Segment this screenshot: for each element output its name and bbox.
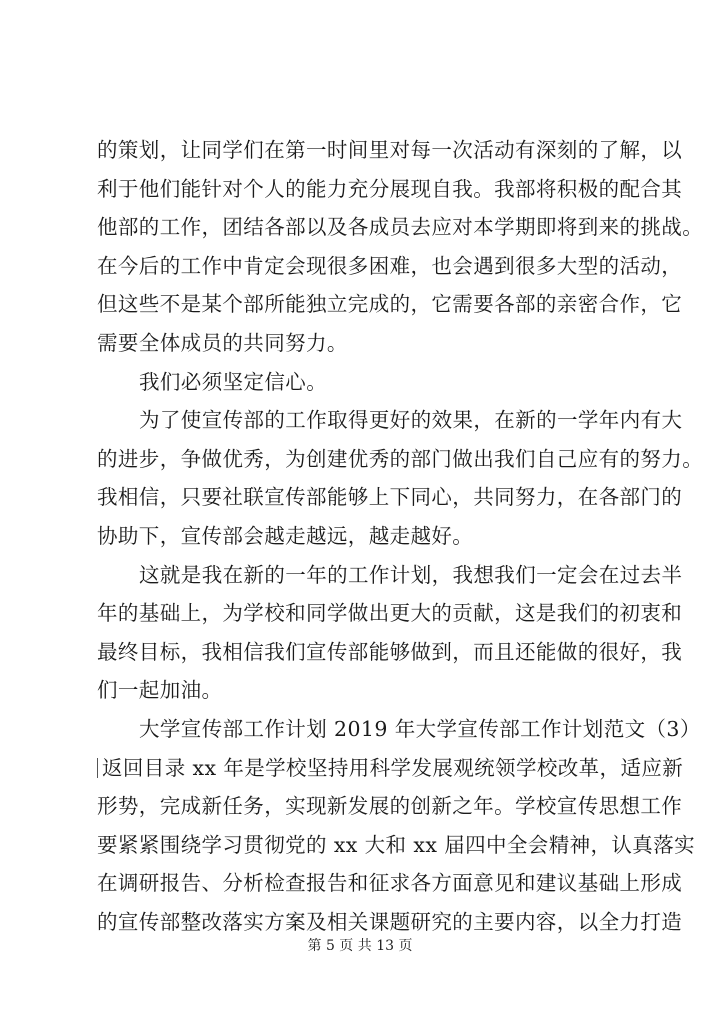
body-text xyxy=(97,131,704,941)
paragraph-first-line: 我们必须坚定信心。 xyxy=(139,369,328,394)
text-line: 但这些不是某个部所能独立完成的，它需要各部的亲密合作，它 xyxy=(97,292,683,317)
text-line: 最终目标，我相信我们宣传部能够做到，而且还能做的很好，我 xyxy=(97,639,683,664)
text-line-with-cursor xyxy=(97,749,684,788)
text-line: 形势，完成新任务，实现新发展的创新之年。学校宣传思想工作 xyxy=(97,794,683,819)
text-cursor-mark xyxy=(97,758,98,778)
text-line: 要紧紧围绕学习贯彻党的 xx 大和 xx 届四中全会精神，认真落实 xyxy=(97,832,696,857)
text-line: 返回目录 xx 年是学校坚持用科学发展观统领学校改革，适应新 xyxy=(102,755,684,780)
text-line: 们一起加油。 xyxy=(97,678,223,703)
text-line: 利于他们能针对个人的能力充分展现自我。我部将积极的配合其 xyxy=(97,176,683,201)
paragraph-first-line: 为了使宣传部的工作取得更好的效果，在新的一学年内有大 xyxy=(139,408,683,433)
text-line: 在调研报告、分析检查报告和征求各方面意见和建议基础上形成 xyxy=(97,871,683,896)
text-line: 年的基础上，为学校和同学做出更大的贡献，这是我们的初衷和 xyxy=(97,601,683,626)
section-heading-line: 大学宣传部工作计划 2019 年大学宣传部工作计划范文（3） xyxy=(139,716,701,741)
text-line: 的进步，争做优秀，为创建优秀的部门做出我们自己应有的努力。 xyxy=(97,446,704,471)
text-line: 协助下，宣传部会越走越远，越走越好。 xyxy=(97,523,474,548)
text-line: 的宣传部整改落实方案及相关课题研究的主要内容，以全力打造 xyxy=(97,909,683,934)
page-number-footer: 第 5 页 共 13 页 xyxy=(307,938,413,954)
paragraph-first-line: 这就是我在新的一年的工作计划，我想我们一定会在过去半 xyxy=(139,562,683,587)
text-line: 需要全体成员的共同努力。 xyxy=(97,330,348,355)
text-line: 在今后的工作中肯定会现很多困难，也会遇到很多大型的活动， xyxy=(97,253,683,278)
text-line: 他部的工作，团结各部以及各成员去应对本学期即将到来的挑战。 xyxy=(97,215,704,240)
text-line: 的策划，让同学们在第一时间里对每一次活动有深刻的了解，以 xyxy=(97,138,683,162)
text-line: 我相信，只要社联宣传部能够上下同心，共同努力，在各部门的 xyxy=(97,485,683,510)
